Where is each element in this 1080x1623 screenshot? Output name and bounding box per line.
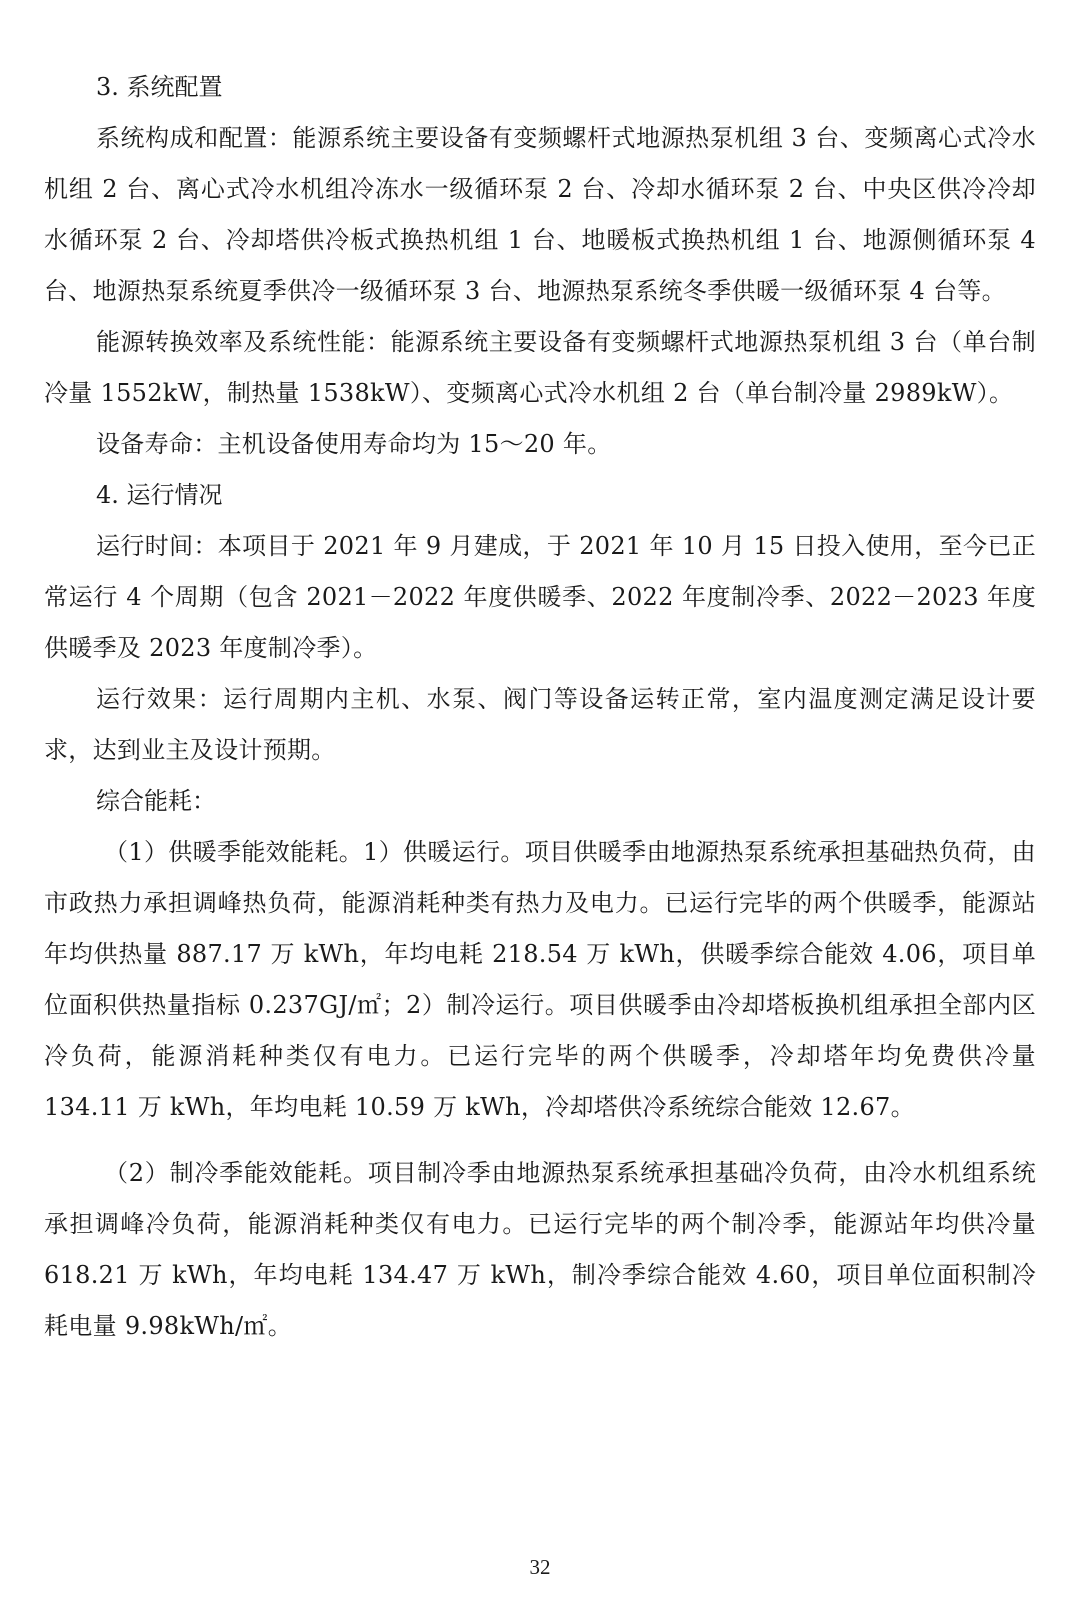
- subheading-energy-consumption: 综合能耗：: [96, 787, 216, 815]
- paragraph-cooling-season: （2）制冷季能效能耗。项目制冷季由地源热泵系统承担基础冷负荷，由冷水机组系统承担调峰冷负荷，能源消耗种类仅有电力。已运行完毕的两个制冷季，能源站年均供冷量 618.21 万 kWh，年均电耗 134.47 万 kWh，制冷季综合能效 4.60，项目单位面积制冷耗电量 9.98kWh/㎡。: [44, 1159, 1036, 1340]
- paragraph-system-composition: 系统构成和配置：能源系统主要设备有变频螺杆式地源热泵机组 3 台、变频离心式冷水机组 2 台、离心式冷水机组冷冻水一级循环泵 2 台、冷却水循环泵 2 台、中央区供冷冷却水循环泵 2 台、冷却塔供冷板式换热机组 1 台、地暖板式换热机组 1 台、地源侧循环泵 4 台、地源热泵系统夏季供冷一级循环泵 3 台、地源热泵系统冬季供暖一级循环泵 4 台等。: [44, 124, 1036, 305]
- paragraph-heating-season: （1）供暖季能效能耗。1）供暖运行。项目供暖季由地源热泵系统承担基础热负荷，由市政热力承担调峰热负荷，能源消耗种类有热力及电力。已运行完毕的两个供暖季，能源站年均供热量 887.17 万 kWh，年均电耗 218.54 万 kWh，供暖季综合能效 4.06，项目单位面积供热量指标 0.237GJ/㎡；2）制冷运行。项目供暖季由冷却塔板换机组承担全部内区冷负荷，能源消耗种类仅有电力。已运行完毕的两个供暖季，冷却塔年均免费供冷量 134.11 万 kWh，年均电耗 10.59 万 kWh，冷却塔供冷系统综合能效 12.67。: [44, 838, 1036, 1121]
- page-content: [44, 62, 1036, 1352]
- paragraph-equipment-lifetime: 设备寿命：主机设备使用寿命均为 15～20 年。: [96, 430, 612, 458]
- page-number: 32: [529, 1555, 551, 1579]
- paragraph-energy-efficiency: 能源转换效率及系统性能：能源系统主要设备有变频螺杆式地源热泵机组 3 台（单台制冷量 1552kW，制热量 1538kW）、变频离心式冷水机组 2 台（单台制冷量 2989kW）。: [44, 328, 1036, 407]
- section-heading-system-config: 3. 系统配置: [96, 73, 223, 101]
- paragraph-operation-effect: 运行效果：运行周期内主机、水泵、阀门等设备运转正常，室内温度测定满足设计要求，达到业主及设计预期。: [44, 685, 1036, 764]
- section-heading-operation: 4. 运行情况: [96, 481, 223, 509]
- paragraph-operation-time: 运行时间：本项目于 2021 年 9 月建成，于 2021 年 10 月 15 日投入使用，至今已正常运行 4 个周期（包含 2021－2022 年度供暖季、2022 年度制冷季、2022－2023 年度供暖季及 2023 年度制冷季）。: [44, 532, 1036, 662]
